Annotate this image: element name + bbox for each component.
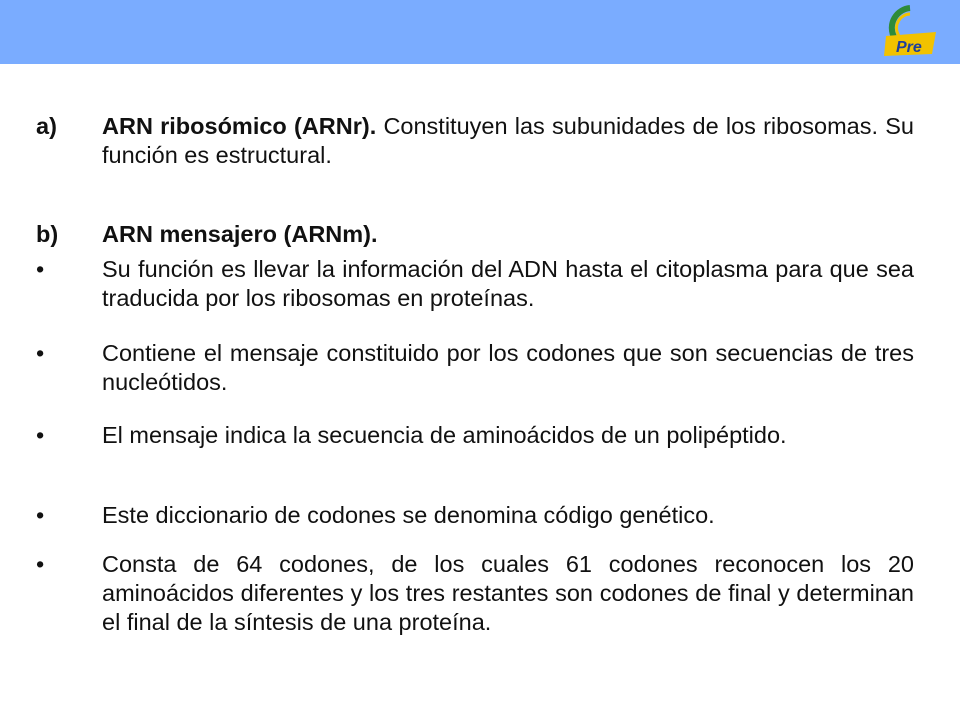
item-text: Su función es llevar la información del ADN hasta el citoplasma para que sea traducida por los ribosomas en proteínas.: [102, 256, 914, 311]
logo-text: Pre: [896, 39, 922, 56]
item-text: El mensaje indica la secuencia de aminoácidos de un polipéptido.: [102, 422, 787, 448]
item-marker: a): [36, 113, 57, 139]
item-text: Consta de 64 codones, de los cuales 61 codones reconocen los 20 aminoácidos diferentes y los tres restantes son codones de final y determinan el final de la síntesis de una proteína.: [102, 551, 914, 635]
bullet: •: [36, 422, 45, 448]
bullet: •: [36, 551, 45, 577]
item-heading: ARN ribosómico (ARNr).: [102, 113, 377, 139]
bullet: •: [36, 502, 45, 528]
bullet: •: [36, 340, 45, 366]
item-marker: b): [36, 221, 59, 247]
bullet: •: [36, 256, 45, 282]
item-heading: ARN mensajero (ARNm).: [102, 221, 378, 247]
item-body: [102, 550, 914, 637]
item-text: Constituyen las subunidades de los ribosomas. Su función es estructural.: [102, 113, 914, 168]
item-body: [102, 255, 914, 313]
item-body: [102, 339, 914, 397]
item-body: [102, 220, 914, 249]
item-body: [102, 421, 914, 450]
item-text: Contiene el mensaje constituido por los codones que son secuencias de tres nucleótidos.: [102, 340, 914, 395]
item-text: Este diccionario de codones se denomina código genético.: [102, 502, 715, 528]
item-body: [102, 112, 914, 170]
item-body: [102, 501, 914, 530]
